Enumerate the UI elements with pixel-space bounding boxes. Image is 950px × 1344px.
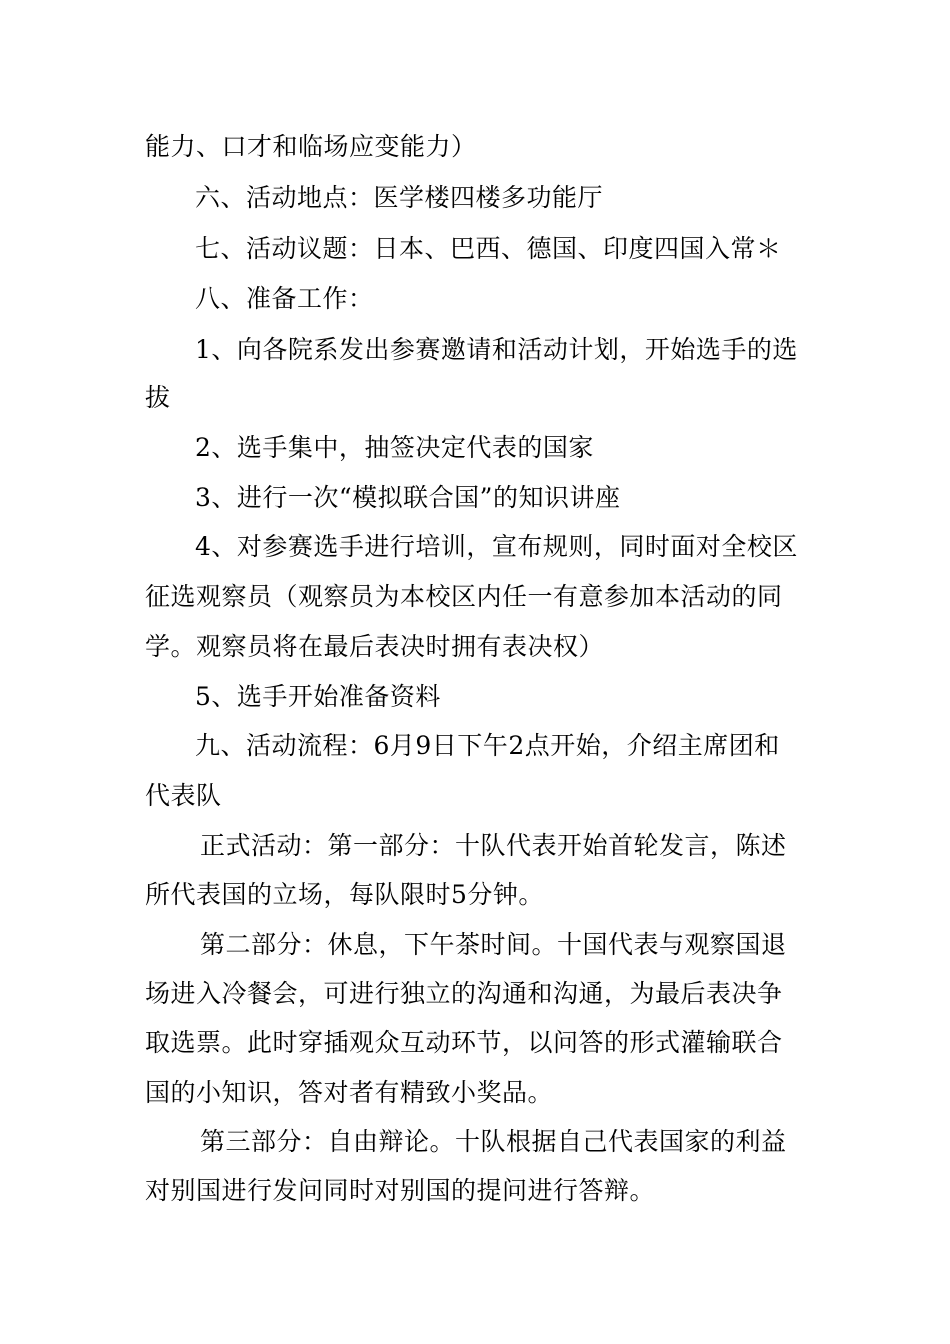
text-line: 第三部分：自由辩论。十队根据自己代表国家的利益 <box>200 1127 787 1156</box>
text-line: 代表队 <box>145 781 222 810</box>
text-line: 八、准备工作： <box>195 284 374 313</box>
text-line: 九、活动流程：6月9日下午2点开始，介绍主席团和 <box>195 731 780 760</box>
text-line: 七、活动议题：日本、巴西、德国、印度四国入常＊ <box>195 234 782 263</box>
text-line: 1、向各院系发出参赛邀请和活动计划，开始选手的选 <box>195 335 798 364</box>
text-line: 正式活动：第一部分：十队代表开始首轮发言，陈述 <box>200 831 787 860</box>
text-line: 第二部分：休息，下午茶时间。十国代表与观察国退 <box>200 930 787 959</box>
text-line: 所代表国的立场，每队限时5分钟。 <box>145 880 544 909</box>
text-line: 对别国进行发问同时对别国的提问进行答辩。 <box>145 1176 656 1205</box>
text-line: 2、选手集中，抽签决定代表的国家 <box>195 433 594 462</box>
text-line: 3、进行一次“模拟联合国”的知识讲座 <box>195 483 621 512</box>
text-line: 4、对参赛选手进行培训，宣布规则，同时面对全校区 <box>195 532 798 561</box>
text-line: 学。观察员将在最后表决时拥有表决权） <box>145 632 605 661</box>
text-line: 拔 <box>145 383 171 412</box>
text-line: 六、活动地点：医学楼四楼多功能厅 <box>195 183 604 212</box>
text-line: 取选票。此时穿插观众互动环节，以问答的形式灌输联合 <box>145 1028 783 1057</box>
text-line: 能力、口才和临场应变能力） <box>145 132 477 161</box>
text-line: 国的小知识，答对者有精致小奖品。 <box>145 1078 554 1107</box>
text-line: 5、选手开始准备资料 <box>195 682 441 711</box>
text-line: 征选观察员（观察员为本校区内任一有意参加本活动的同 <box>145 582 783 611</box>
text-line: 场进入冷餐会，可进行独立的沟通和沟通，为最后表决争 <box>145 979 783 1008</box>
